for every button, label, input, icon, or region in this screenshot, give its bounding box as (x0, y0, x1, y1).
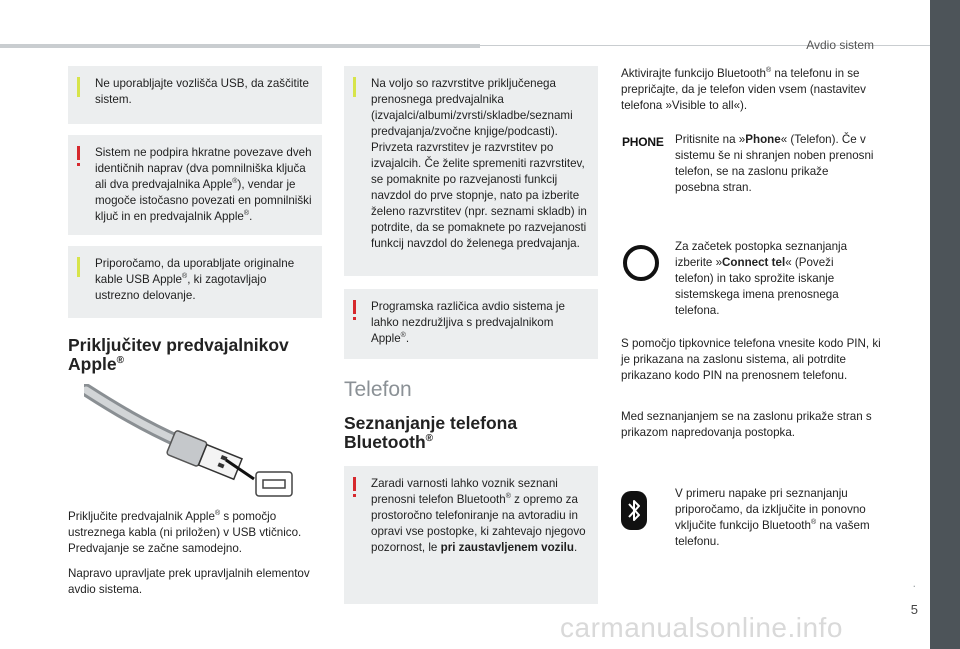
section-title-telefon: Telefon (344, 378, 412, 401)
registered-mark: ® (400, 332, 406, 340)
paragraph-control-device: Napravo upravljate prek upravljalnih elementov avdio sistema. (68, 567, 310, 596)
chapter-side-tab (930, 0, 960, 649)
paragraph-activate-bluetooth: Aktivirajte funkcijo Bluetooth® na telefonu in se prepričajte, da je telefon viden vsem (nastavitev telefona »Visible to all«). (621, 67, 866, 112)
registered-mark: ® (766, 67, 772, 75)
phone-button-icon: PHONE (622, 135, 664, 149)
note-text-a: Programska različica avdio sistema je lahko nezdružljiva s predvajalnikom Apple (371, 300, 565, 345)
registered-mark: ® (505, 493, 511, 501)
watermark: carmanualsonline.info (560, 612, 843, 643)
warning-marker-icon (353, 477, 356, 491)
note-text-a: Priporočamo, da uporabljate originalne kable USB Apple (95, 257, 295, 286)
info-note-original-cables (68, 246, 322, 318)
usb-connector-illustration (84, 384, 296, 500)
warning-note-software-version (344, 289, 598, 359)
registered-mark: ® (810, 519, 817, 527)
emphasis-stopped-vehicle: pri zaustavljenem vozilu (440, 541, 574, 554)
step-press-phone: Pritisnite na »Phone« (Telefon). Če v sistemu še ni shranjen noben prenosni telefon, se na zaslonu prikaže posebna stran. (675, 133, 874, 194)
paragraph-connect-apple: Priključite predvajalnik Apple® s pomočjo ustreznega kabla (ni priložen) v USB vtičnico. Predvajanje se začne samodejno. (68, 510, 302, 555)
info-note-usb-hub (68, 66, 322, 124)
header-rule (0, 44, 480, 48)
registered-mark: ® (116, 355, 124, 367)
note-text-b: , ki zagotavljajo ustrezno delovanje. (95, 273, 267, 302)
note-text-b: . (405, 332, 410, 345)
note-text-c: . (249, 210, 253, 223)
bluetooth-icon (621, 491, 647, 530)
heading-bluetooth-pairing: Seznanjanje telefona Bluetooth® (344, 413, 518, 452)
warning-marker-icon (353, 300, 356, 314)
registered-mark: ® (182, 273, 188, 281)
note-text: Na voljo so razvrstitve priključenega prenosnega predvajalnika (izvajalci/albumi/zvrsti/skladbe/seznami predvajanja/zvočne knjige/podcasti). Privzeta razvrstitev je razvrstitev po izvajalcih. Če želite spremeniti razvrstitev, se pomaknite po razvejanosti funkcij navzdol do prve stopnje, nato pa izberite želeno razvrstitev (npr. seznami skladb) in potrdite, da se pomaknete po razvejanosti funkcij navzdol do želenega predvajanja. (371, 77, 587, 250)
heading-apple-players: Priključitev predvajalnikov Apple® (68, 335, 289, 374)
info-marker-icon (353, 77, 356, 97)
registered-mark: ® (214, 510, 221, 518)
paragraph-progress-page: Med seznanjanjem se na zaslonu prikaže stran s prikazom napredovanja postopka. (621, 410, 872, 439)
info-note-sorting (344, 66, 598, 276)
note-text: Ne uporabljajte vozlišča USB, da zaščitite sistem. (95, 77, 309, 106)
registered-mark: ® (232, 178, 238, 186)
registered-mark: ® (425, 433, 434, 445)
step-pairing-failure: V primeru napake pri seznanjanju priporočamo, da izključite in ponovno vključite funkcijo Bluetooth® na vašem telefonu. (675, 487, 870, 548)
continued-marker: . (912, 576, 916, 590)
info-marker-icon (77, 77, 80, 97)
warning-note-duplicate-devices (68, 135, 322, 235)
chapter-title: Avdio sistem (806, 38, 874, 52)
note-text-a: Sistem ne podpira hkratne povezave dveh identičnih naprav (dva pomnilniška ključa ali dva predvajalnika Apple (95, 146, 312, 191)
info-marker-icon (77, 257, 80, 277)
registered-mark: ® (243, 210, 250, 218)
note-text-b: ), vendar je mogoče istočasno povezati en pomnilniški ključ in en predvajalnik Apple (95, 178, 312, 223)
paragraph-enter-pin: S pomočjo tipkovnice telefona vnesite kodo PIN, ki je prikazana na zaslonu sistema, ali potrdite prikazano kodo PIN na prenosnem telefonu. (621, 337, 881, 382)
warning-marker-icon (77, 146, 80, 160)
step-connect-tel: Za začetek postopka seznanjanja izberite »Connect tel« (Poveži telefon) in tako sprožite iskanje sistemskega imena prenosnega telefona. (675, 240, 848, 317)
warning-note-driver-safety: Zaradi varnosti lahko voznik seznani prenosni telefon Bluetooth® z opremo za prostoročno telefoniranje na avtoradiu in opravi vse postopke, ki zahtevajo njegovo pozornost, le pri zaustavljenem vozilu. (344, 466, 598, 604)
select-dial-icon (623, 245, 659, 281)
page-number: 5 (910, 602, 918, 617)
